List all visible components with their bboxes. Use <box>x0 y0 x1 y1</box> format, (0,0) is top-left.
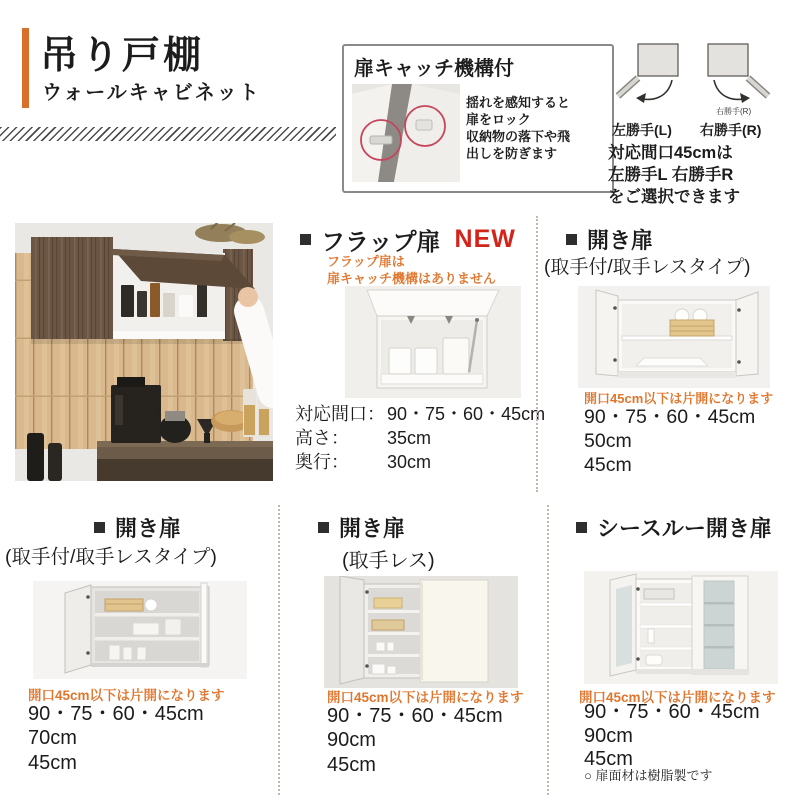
flap-section-specs <box>295 403 545 474</box>
page-title: 吊り戸棚 <box>40 35 205 77</box>
size-width: 90・75・60・45cm <box>584 406 756 428</box>
size-width: 90・75・60・45cm <box>28 703 204 725</box>
kitchen-photo <box>15 223 273 481</box>
section-bullet <box>576 522 587 533</box>
new-badge: NEW <box>454 225 516 253</box>
vertical-divider <box>536 216 538 492</box>
title-accent-bar <box>22 28 29 108</box>
handing-note-line: 対応間口45cmは <box>608 144 733 162</box>
door-catch-feature-box <box>342 44 614 193</box>
see-through-section-header <box>576 512 772 543</box>
door-catch-line: 扉をロック <box>466 112 531 128</box>
handleless-section-note: 開口45cm以下は片開になります <box>327 690 524 705</box>
hinged-left-section-note: 開口45cm以下は片開になります <box>28 688 225 703</box>
spec-value: 90・75・60・45cm <box>387 404 546 424</box>
hinged-left-section-header <box>94 512 181 543</box>
hinged-top-section-sizes <box>584 406 755 477</box>
flap-section-header <box>300 222 516 257</box>
handleless-section-header <box>318 512 405 543</box>
handing-note-line: をご選択できます <box>608 188 740 207</box>
flap-cabinet-image <box>345 286 521 398</box>
hinged-left-section-subtitle: (取手付/取手レスタイプ) <box>5 546 217 568</box>
see-through-section-sizes <box>584 701 760 772</box>
hinged-top-section-header <box>566 224 653 255</box>
hinged-left-section-sizes <box>28 702 204 775</box>
section-bullet <box>94 522 105 533</box>
door-catch-line: 収納物の落下や飛 <box>466 129 571 145</box>
spec-label: 奥行： <box>295 451 349 472</box>
left-handed-door-diagram <box>614 38 688 122</box>
hinged-left-section-title: 開き扉 <box>115 516 182 541</box>
size-height: 50cm <box>584 429 632 452</box>
page-subtitle: ウォールキャビネット <box>42 82 261 104</box>
footnote-text: 扉面材は樹脂製です <box>595 768 713 783</box>
flap-note-line: フラップ扉は <box>327 254 405 269</box>
door-catch-title: 扉キャッチ機構付 <box>354 58 514 80</box>
spec-label: 対応間口： <box>295 404 385 424</box>
hinged-left-cabinet-image <box>33 581 247 679</box>
flap-section-note <box>327 254 496 288</box>
hinged-top-section-note: 開口45cm以下は片開になります <box>584 391 774 406</box>
footnote-marker: ○ <box>584 768 592 783</box>
vertical-divider <box>547 505 549 795</box>
see-through-section-note: 開口45cm以下は片開になります <box>579 690 776 705</box>
right-handed-mini-label: 右勝手(R) <box>716 107 752 116</box>
spec-label: 高さ： <box>295 427 349 448</box>
section-bullet <box>300 234 311 245</box>
door-catch-line: 出しを防ぎます <box>466 146 558 162</box>
section-bullet <box>318 522 329 533</box>
size-depth: 45cm <box>327 753 376 776</box>
handing-note <box>608 142 800 208</box>
size-depth: 45cm <box>584 453 632 476</box>
size-height: 70cm <box>28 727 77 750</box>
flap-section-title: フラップ扉 <box>321 229 441 256</box>
size-width: 90・75・60・45cm <box>327 705 503 727</box>
hinged-top-section-title: 開き扉 <box>587 228 654 253</box>
vertical-divider <box>278 505 280 795</box>
handleless-cabinet-image <box>324 576 518 688</box>
right-handed-label: 右勝手(R) <box>700 122 762 138</box>
door-catch-description <box>466 94 608 163</box>
size-depth: 45cm <box>28 751 77 774</box>
handleless-section-sizes <box>327 704 503 777</box>
size-width: 90・75・60・45cm <box>584 701 760 723</box>
spec-value: 35cm <box>387 427 432 448</box>
see-through-cabinet-image <box>584 571 778 684</box>
see-through-footnote <box>584 765 713 784</box>
section-bullet <box>566 234 577 245</box>
size-height: 90cm <box>327 729 376 752</box>
handleless-section-subtitle: (取手レス) <box>342 550 435 572</box>
door-catch-photo <box>352 84 460 182</box>
left-handed-label: 左勝手(L) <box>612 122 672 138</box>
hinged-top-cabinet-image <box>578 286 770 388</box>
handing-note-line: 左勝手L 右勝手R <box>608 166 734 185</box>
hinged-top-section-subtitle: (取手付/取手レスタイプ) <box>544 257 751 278</box>
flap-note-line: 扉キャッチ機構はありません <box>327 270 497 286</box>
door-catch-line: 揺れを感知すると <box>466 95 571 110</box>
hatch-divider <box>0 127 336 141</box>
size-depth: 45cm <box>584 748 633 771</box>
handleless-section-title: 開き扉 <box>339 516 406 541</box>
spec-value: 30cm <box>387 451 432 472</box>
size-height: 90cm <box>584 724 633 747</box>
see-through-section-title: シースルー開き扉 <box>597 516 772 541</box>
